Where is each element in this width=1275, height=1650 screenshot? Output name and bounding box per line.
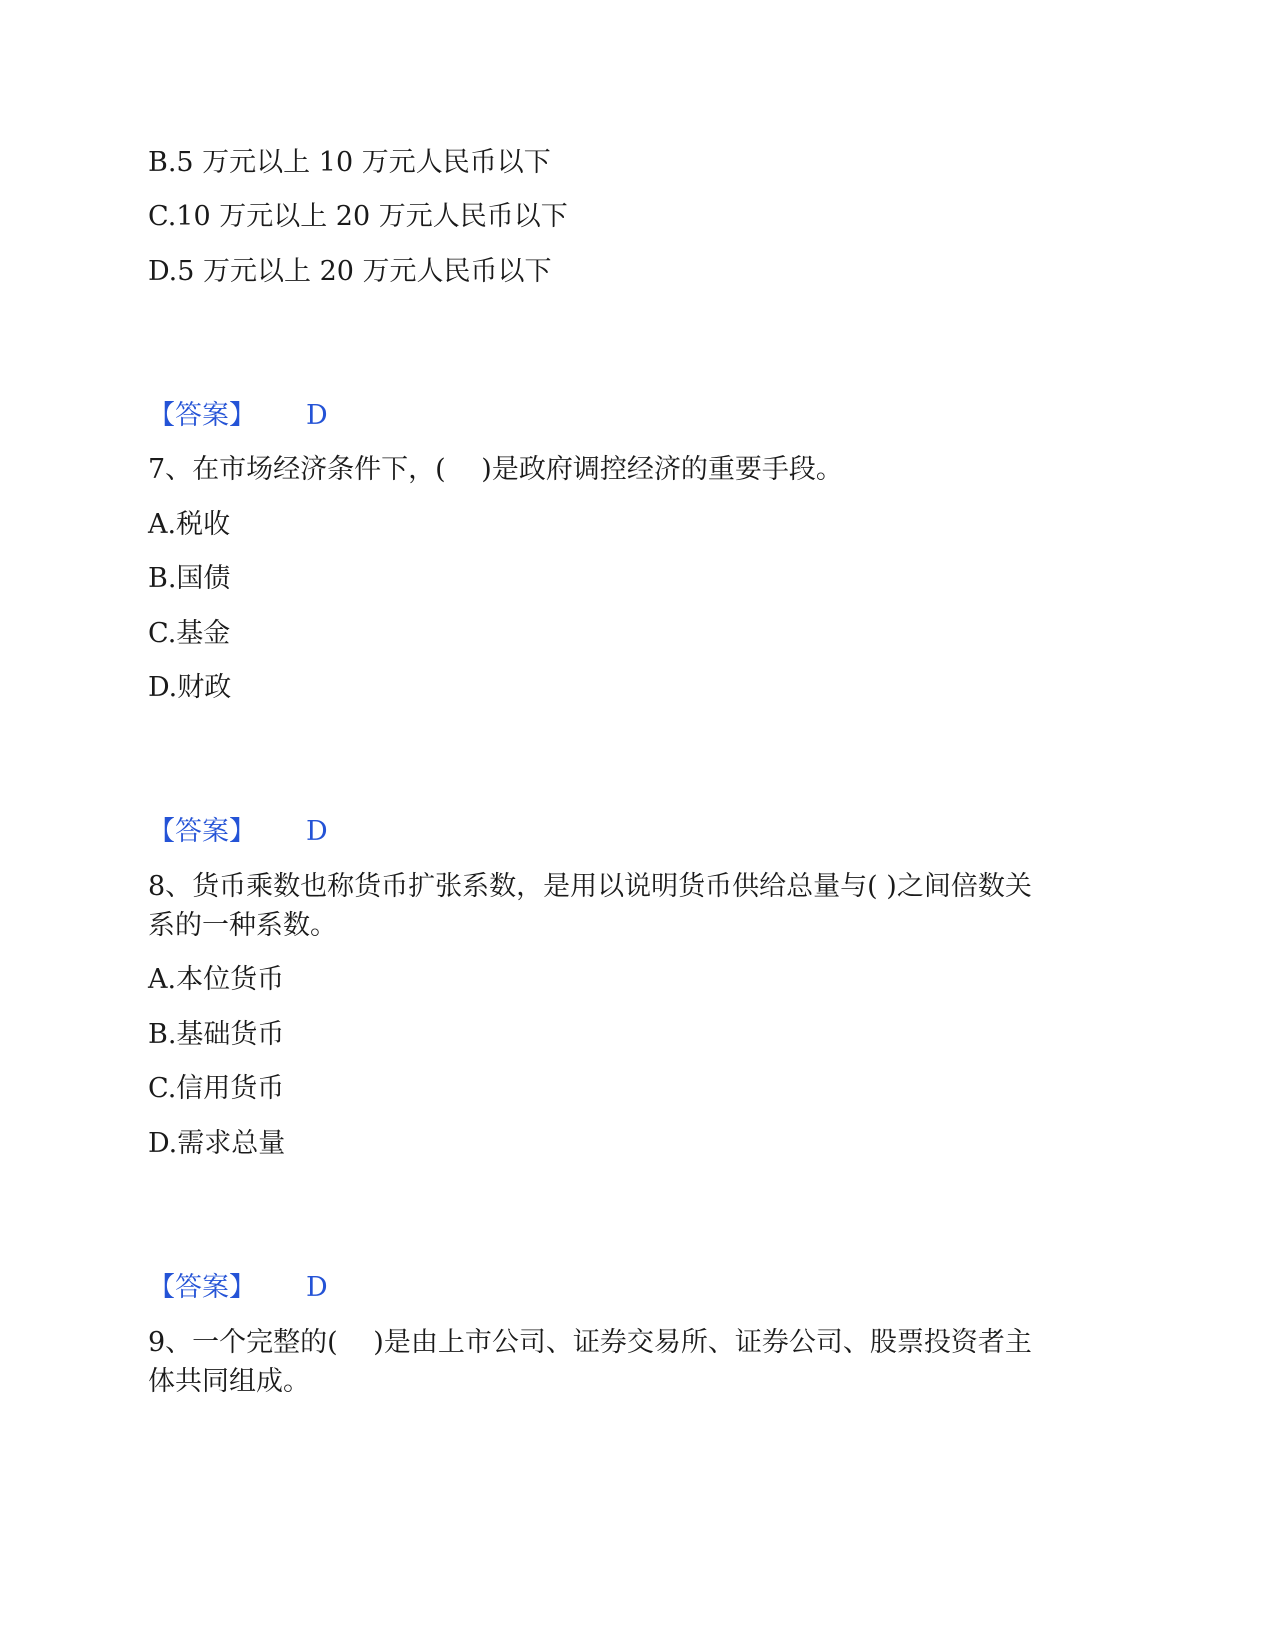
q7-stem: 7、在市场经济条件下，( )是政府调控经济的重要手段。	[148, 454, 843, 485]
q8-stem-line2: 系的一种系数。	[148, 910, 337, 941]
q9-stem-line1: 9、一个完整的( )是由上市公司、证券交易所、证券公司、股票投资者主	[148, 1327, 1032, 1358]
q8-option-d: D.需求总量	[148, 1128, 286, 1159]
q8-option-c: C.信用货币	[148, 1073, 285, 1104]
q6-option-b: B.5 万元以上 10 万元人民币以下	[148, 147, 551, 178]
answer-value: D	[306, 1272, 328, 1303]
answer-value: D	[306, 400, 328, 431]
q8-stem-line1: 8、货币乘数也称货币扩张系数，是用以说明货币供给总量与( )之间倍数关	[148, 871, 1032, 902]
q7-option-b: B.国债	[148, 563, 231, 594]
q7-answer	[148, 812, 328, 852]
q9-stem-line2: 体共同组成。	[148, 1366, 310, 1397]
answer-value: D	[306, 816, 328, 847]
answer-label: 【答案】	[148, 400, 256, 431]
q8-option-a: A.本位货币	[148, 964, 285, 995]
q8-option-b: B.基础货币	[148, 1019, 285, 1050]
q6-option-c: C.10 万元以上 20 万元人民币以下	[148, 201, 568, 232]
q6-option-d: D.5 万元以上 20 万元人民币以下	[148, 256, 552, 287]
q7-option-d: D.财政	[148, 672, 232, 703]
q6-answer	[148, 396, 328, 436]
answer-label: 【答案】	[148, 816, 256, 847]
q8-answer	[148, 1268, 328, 1308]
q7-option-a: A.税收	[148, 509, 231, 540]
q7-option-c: C.基金	[148, 618, 231, 649]
answer-label: 【答案】	[148, 1272, 256, 1303]
